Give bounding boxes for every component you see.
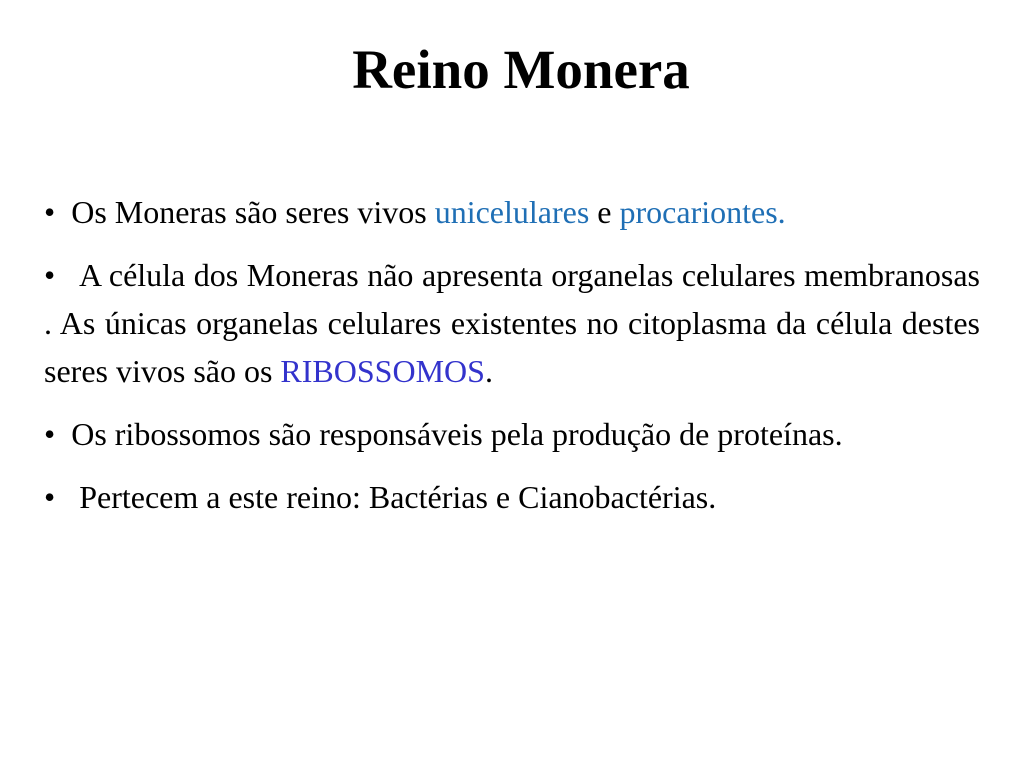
bullet-paragraph-4 [44,473,980,521]
bullet-marker: • [44,479,56,515]
bullet-marker: • [44,257,56,293]
slide-title: Reino Monera [352,39,690,100]
paragraph-2-tail: . [484,353,493,389]
bullet-marker: • [44,416,56,452]
highlight-ribossomos: RIBOSSOMOS [280,353,485,389]
paragraph-3-text: Os ribossomos são responsáveis pela produção de proteínas. [71,416,843,452]
bullet-paragraph-1 [44,188,980,236]
bullet-paragraph-3 [44,410,980,458]
paragraph-1-lead: Os Moneras são seres vivos [71,194,435,230]
paragraph-2-text: A célula dos Moneras não apresenta organelas celulares membranosas . As únicas organelas celulares existentes no citoplasma da célula destes seres vivos são os [44,257,981,389]
highlight-procariontes: procariontes. [619,194,786,230]
bullet-marker: • [44,194,56,230]
paragraph-4-text: Pertecem a este reino: Bactérias e Cianobactérias. [79,479,717,515]
paragraph-1-middle: e [589,194,620,230]
bullet-paragraph-2 [44,251,980,395]
highlight-unicelulares: unicelulares [434,194,590,230]
slide-body [44,188,980,536]
